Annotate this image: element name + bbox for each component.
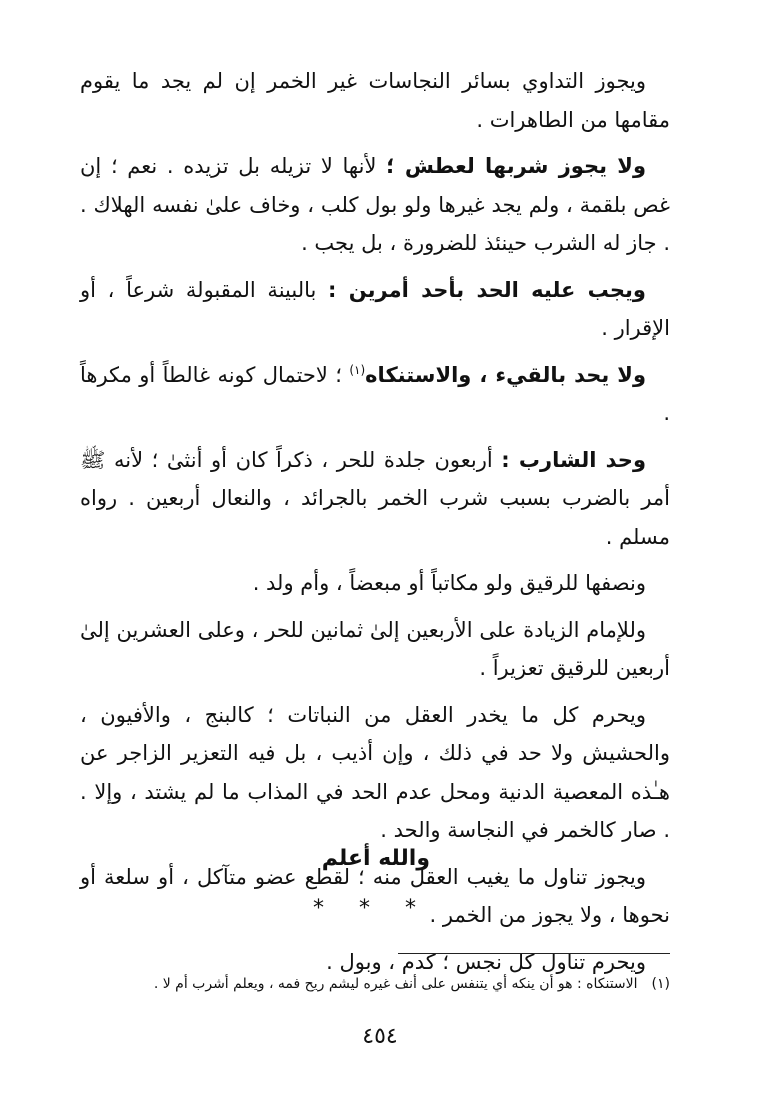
paragraph-7-text: وللإمام الزيادة على الأربعين إلىٰ ثمانين للحر ، وعلى العشرين إلىٰ أربعين للرقيق تعزيراً .: [80, 617, 670, 680]
paragraph-6: [80, 564, 670, 603]
paragraph-2-text: لأنها لا تزيله بل تزيده . نعم ؛ إن غص بلقمة ، ولم يجد غيرها ولو بول كلب ، وخاف علىٰ نفسه الهلاك . . جاز له الشرب حينئذ للضرورة ، بل يجب .: [80, 154, 670, 255]
paragraph-4-text: ؛ لاحتمال كونه غالطاً أو مكرهاً .: [80, 362, 670, 425]
footnote: [80, 972, 670, 996]
footnote-reference[interactable]: (١): [349, 362, 366, 377]
section-separator: * * *: [313, 896, 430, 921]
closing-phrase: والله أعلم: [321, 846, 430, 871]
paragraph-8-text: ويحرم كل ما يخدر العقل من النباتات ؛ كالبنج ، والأفيون ، والحشيش ولا حد في ذلك ، وإن أذيب ، بل فيه التعزير الزاجر عن هـٰذه المعصية الدنية ومحل عدم الحد في المذاب ما لم يشتد ، وإلا . . صار كالخمر في النجاسة والحد .: [80, 702, 670, 842]
paragraph-9-text: ويجوز تناول ما يغيب العقل منه ؛ لقطع عضو متآكل ، أو سلعة أو نحوها ، ولا يجوز من الخمر .: [80, 864, 670, 927]
paragraph-5: [80, 441, 670, 557]
paragraph-4: [80, 356, 670, 433]
paragraph-3-lead: ويجب عليه الحد بأحد أمرين :: [328, 277, 646, 302]
page-number: ٤٥٤: [362, 1024, 398, 1049]
paragraph-10-text: ويحرم تناول كل نجس ؛ كدم ، وبول .: [326, 949, 646, 974]
footnote-text: الاستنكاه : هو أن ينكه أي يتنفس على أنف غيره ليشم ريح فمه ، ويعلم أشرب أم لا .: [153, 976, 638, 992]
paragraph-2: [80, 147, 670, 263]
footnote-divider: [398, 953, 670, 954]
paragraph-5-text: أربعون جلدة للحر ، ذكراً كان أو أنثىٰ ؛ لأنه ﷺ أمر بالضرب بسبب شرب الخمر بالجرائد ، والنعال أربعين . رواه مسلم .: [80, 447, 670, 549]
paragraph-3-text: بالبينة المقبولة شرعاً ، أو الإقرار .: [80, 277, 670, 340]
paragraph-1: [80, 62, 670, 139]
paragraph-6-text: ونصفها للرقيق ولو مكاتباً أو مبعضاً ، وأم ولد .: [252, 571, 646, 595]
paragraph-8: [80, 696, 670, 850]
paragraph-3: [80, 271, 670, 348]
paragraph-5-lead: وحد الشارب :: [501, 447, 647, 472]
paragraph-4-lead: ولا يحد بالقيء ، والاستنكاه: [365, 362, 646, 387]
paragraph-7: [80, 611, 670, 688]
paragraph-1-text: ويجوز التداوي بسائر النجاسات غير الخمر إن لم يجد ما يقوم مقامها من الطاهرات .: [80, 69, 670, 132]
paragraph-2-lead: ولا يجوز شربها لعطش ؛: [386, 154, 646, 178]
footnote-number: (١): [651, 976, 670, 992]
